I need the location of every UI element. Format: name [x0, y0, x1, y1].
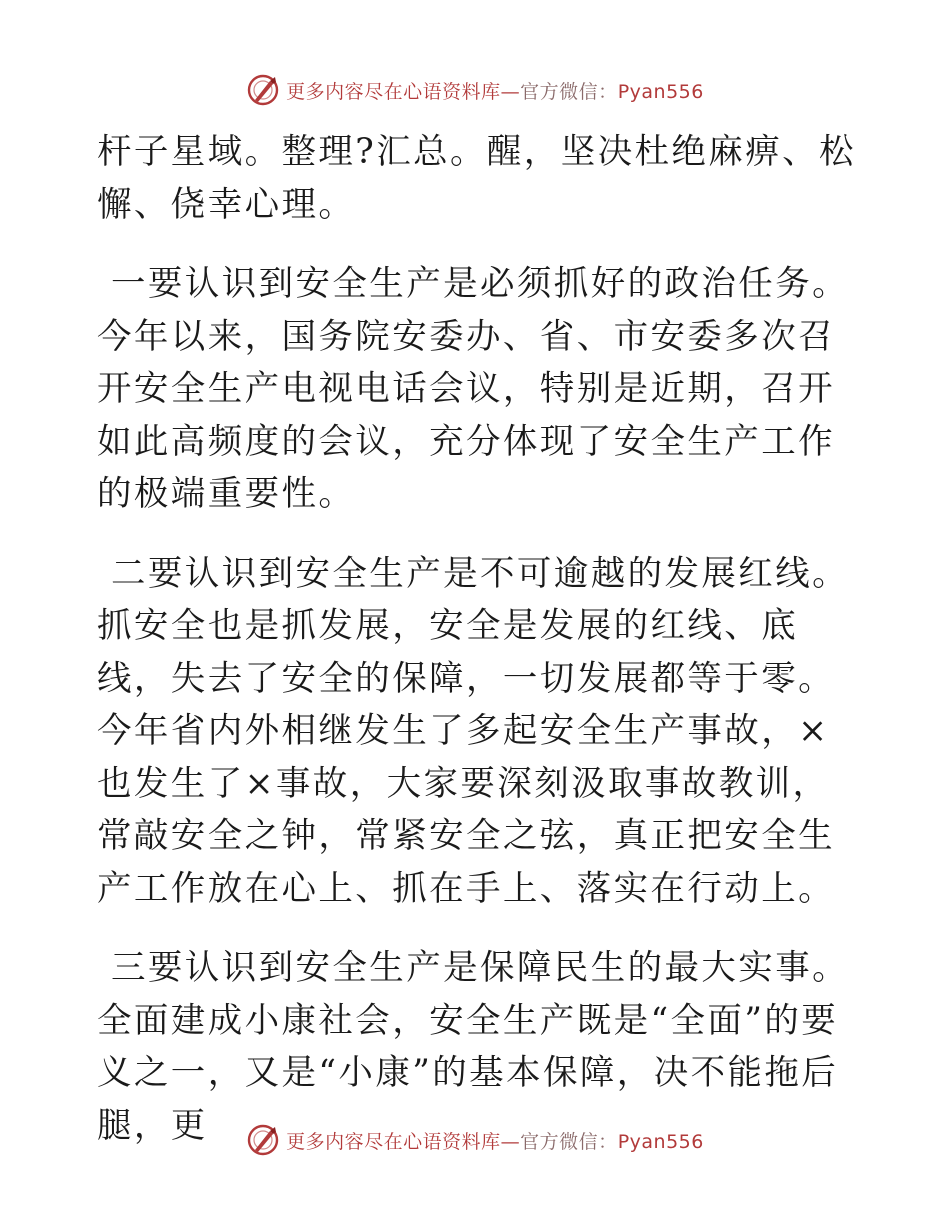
quill-seal-icon	[246, 1123, 280, 1157]
watermark-wechat-id: Pyan556	[617, 1130, 704, 1153]
watermark-site: 更多内容尽在心语资料库	[286, 80, 501, 103]
quill-seal-icon	[246, 73, 280, 107]
header-watermark	[0, 70, 950, 110]
paragraph-point-three: 三要认识到安全生产是保障民生的最大实事。全面建成小康社会，安全生产既是“全面”的要义之一，又是“小康”的基本保障，决不能拖后腿，更	[97, 948, 849, 1146]
paragraph-continuation: 杆子星域。整理?汇总。醒，坚决杜绝麻痹、松懈、侥幸心理。	[97, 132, 856, 225]
watermark-separator: —	[500, 1130, 521, 1153]
watermark-group	[246, 1123, 704, 1157]
watermark-group	[246, 73, 704, 107]
document-body	[97, 126, 857, 1152]
watermark-official-label: 官方微信：	[520, 1130, 618, 1153]
paragraph-point-two: 二要认识到安全生产是不可逾越的发展红线。抓安全也是抓发展，安全是发展的红线、底线，失去了安全的保障，一切发展都等于零。今年省内外相继发生了多起安全生产事故，×也发生了×事故，大家要深刻汲取事故教训，常敲安全之钟，常紧安全之弦，真正把安全生产工作放在心上、抓在手上、落实在行动上。	[97, 553, 849, 909]
watermark-text	[286, 1127, 704, 1154]
watermark-separator: —	[500, 80, 521, 103]
watermark-text	[286, 77, 704, 104]
watermark-official-label: 官方微信：	[520, 80, 618, 103]
paragraph-point-one: 一要认识到安全生产是必须抓好的政治任务。今年以来，国务院安委办、省、市安委多次召开安全生产电视电话会议，特别是近期，召开如此高频度的会议，充分体现了安全生产工作的极端重要性。	[97, 264, 849, 514]
watermark-site: 更多内容尽在心语资料库	[286, 1130, 501, 1153]
watermark-wechat-id: Pyan556	[617, 80, 704, 103]
footer-watermark	[0, 1120, 950, 1160]
